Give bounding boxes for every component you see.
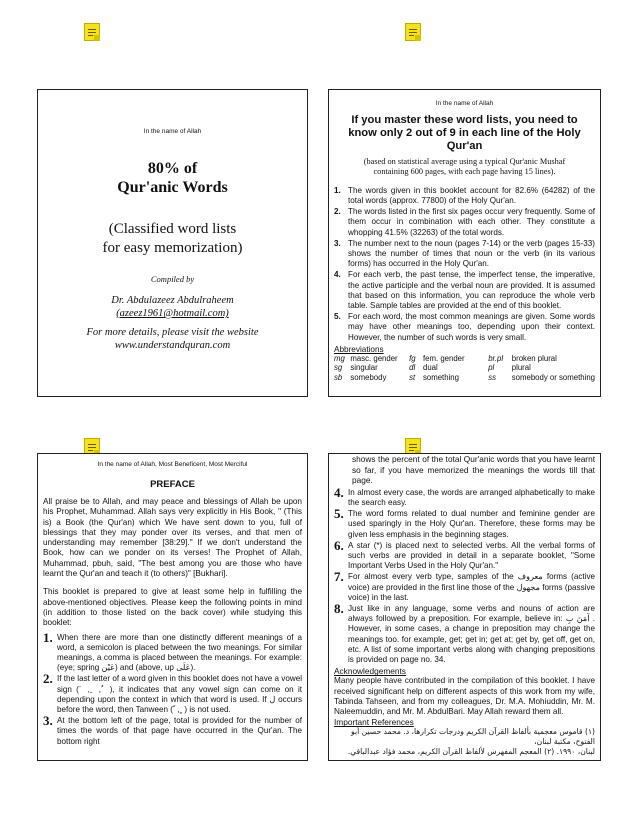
sticky-note-icon[interactable] (405, 23, 421, 41)
list-item: 3. At the bottom left of the page, total is provided for the number of times the words of that page have occurred in the Qur'an. The bottom right (43, 713, 302, 746)
intro-page (328, 89, 601, 397)
preface-page (37, 453, 308, 761)
list-item: 6. A star (*) is placed next to selected verbs. All the verbal forms of such verbs are provided in detail in a separate booklet, "Some Important Verbs Used in the Holy Qur'an." (334, 537, 595, 571)
cover-page (37, 89, 308, 397)
subtitle-line-2: for easy memorization) (102, 240, 243, 256)
notes-page (328, 453, 601, 761)
statistical-note: (based on statistical average using a typical Qur'anic Mushaf containing 600 pages, with each page having 15 lines). (363, 157, 566, 177)
list-item: 2. The words listed in the first six pages occur very frequently. Some of them occur in combination with each other. They constitute a whopping 41.5% (32263) of the total words. (334, 207, 595, 237)
preface-paragraph-1: All praise be to Allah, and may peace and blessings of Allah be upon his Prophet, Muhammad. Allah says very explicitly in His Book, " (This is) a Book (the Qur'an) which We have sent down to you, full of blessings that they may ponder over its verses, and that men of understanding may remember [38:29]." If we don't understand the Book, how can we ponder on its verses! The Prophet of Allah, Muhammad, pbuh, said, "The best among you are those who have learnt the Qur'an and teach it (to others)" [Bukhari]. (43, 497, 302, 579)
continuation-text: shows the percent of the total Qur'anic words that you have learnt so far, if you have memorized the meanings the words till that page. (352, 454, 595, 486)
headline: If you master these word lists, you need to know only 2 out of 9 in each line of the Holy Qur'an (348, 114, 581, 152)
list-item: 1. When there are more than one distinctly different meanings of a word, a semicolon is placed between the two meanings. For similar meanings, a comma is placed between the meanings. For example: (eye; spring عَيْن) and (above, up عَلَى). (43, 629, 302, 673)
list-item: 8. Just like in any language, some verbs and nouns of action are always followed by a preposition. For example, believe in: آمَنَ بِ . However, in some cases, a change in preposition may change the meanings too. for example, get; get in; get at; get by, get off, get on, etc. A list of some important verbs along with changing prepositions is provided on page no. 34. (334, 601, 595, 665)
list-item: 4. In almost every case, the words are arranged alphabetically to make the search easy. (334, 484, 595, 507)
title-line-1: 80% of (147, 160, 198, 177)
table-row: sg singular dl dual pl plural (334, 363, 531, 373)
list-item: 3. The number next to the noun (pages 7-14) or the verb (pages 15-33) shows the number of times that noun or the verb (in its various forms) has occurred in the Holy Qur'an. (334, 238, 595, 269)
page-header: In the name of Allah (435, 100, 494, 107)
page-header: In the name of Allah (143, 128, 202, 135)
point-list (334, 484, 595, 665)
author-email-link[interactable]: (azeez1961@hotmail.com) (116, 308, 229, 319)
website-link[interactable]: www.understandquran.com (114, 340, 231, 351)
list-item: 5. For each word, the most common meanings are given. Some words may have other meanings too, depending upon their context. However, the number of such words is very small. (334, 312, 595, 342)
compiled-by: Compiled by (150, 274, 195, 284)
list-item: 4. For each verb, the past tense, the imperfect tense, the imperative, the active participle and the verbal noun are provided. It is assumed that based on this information, you can reproduce the whole verb table. Sample tables are provided at the end of this booklet. (334, 270, 595, 311)
author-name: Dr. Abdulazeez Abdulraheem (111, 295, 234, 306)
point-list (43, 629, 302, 747)
list-item: 2. If the last letter of a word given in this booklet does not have a vowel sign ( َ , ِ , ُ ), it indicates that any vowel sign can come on it depending upon the context in which that word is used. If ل occurs before the word, then Tanween ( ً , ٍ ) is not used. (43, 671, 302, 714)
point-list (334, 186, 595, 343)
details-line-1: For more details, please visit the website (86, 327, 259, 338)
references-title: Important References (334, 717, 414, 728)
page-header: In the name of Allah, Most Beneficent, Most Merciful (97, 461, 248, 468)
abbreviations-title: Abbreviations (334, 344, 384, 354)
abbreviations-table (334, 354, 595, 382)
acknowledgements-text: Many people have contributed in the compilation of this booklet. I have received significant help on different aspects of this work from my wife, Tabinda Tahseen, and from my colleagues, Dr. M.A. Mohiuddin, Mr. M. Naleemuddin, and Mr. M. AbdulBari. May Allah reward them all. (334, 676, 595, 717)
list-item: 5. The word forms related to dual number and feminine gender are used sparingly in the Holy Qur'an. Therefore, these forms may be given less emphasis in the beginning stages. (334, 506, 595, 539)
preface-paragraph-2: This booklet is prepared to give at least some help in fulfilling the above-mentioned objectives. Please keep the following points in mind (in addition to those listed on the back cover) while studying this booklet: (43, 587, 302, 628)
preface-title: PREFACE (150, 479, 195, 490)
acknowledgements-title: Acknowledgements (334, 666, 406, 677)
reference-line-2: لبنان، ١٩٩٠. (٢) المعجم المفهرس لألفاظ القرآن الكريم، محمد فؤاد عبدالباقي. (347, 747, 595, 757)
sticky-note-icon[interactable] (84, 23, 100, 41)
title-line-2: Qur'anic Words (117, 179, 228, 196)
list-item: 7. For almost every verb type, samples of the معروف forms (active voice) are provided in the first line those of the مجهول forms (passive voice) in the last. (334, 569, 595, 602)
reference-line-1: (١) قاموس معجمية بألفاظ القرآن الكريم ودرجات تكرارها، د. محمد حسين أبو الفتوح، مكتبة لبنان، (351, 727, 595, 747)
subtitle-line-1: (Classified word lists (108, 221, 237, 237)
list-item: 1. The words given in this booklet account for 82.6% (64282) of the total words (approx. 77800) of the Holy Qur'an. (334, 185, 595, 206)
table-row: mg masc. gender fg fem. gender br.pl broken plural (334, 353, 557, 363)
table-row: sb somebody st something ss somebody or something (334, 372, 595, 382)
